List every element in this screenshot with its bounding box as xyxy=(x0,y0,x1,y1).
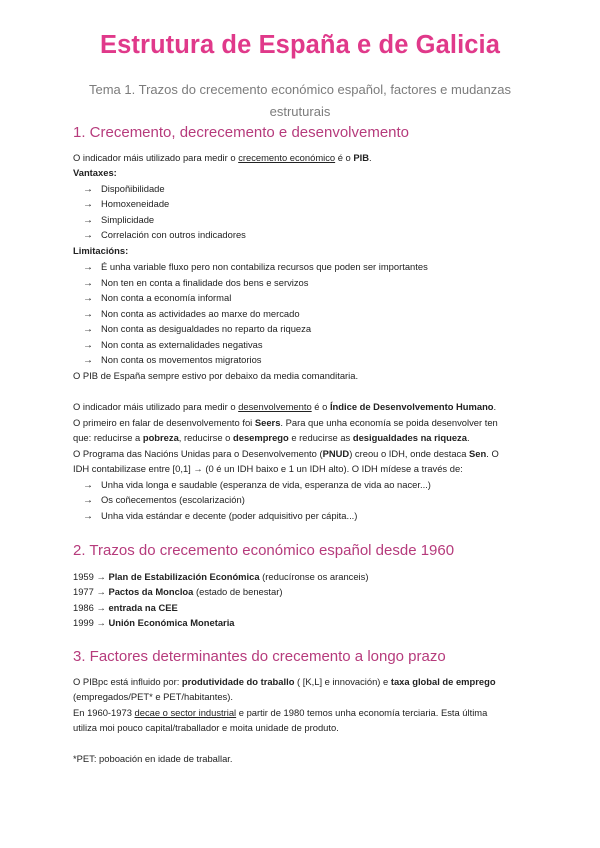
idh-indicator-line: O indicador máis utilizado para medir o desenvolvemento é o Índice de Desenvolvemento Humano. xyxy=(73,401,497,412)
timeline-item: 1986 → entrada na CEE xyxy=(73,602,178,613)
arrow-icon: → xyxy=(83,324,93,335)
arrow-icon: → xyxy=(83,309,93,320)
pet-ratio-line: (empregados/PET* e PET/habitantes). xyxy=(73,691,233,702)
list-item: → Non conta as desigualdades no reparto da riqueza xyxy=(83,323,312,335)
document-subtitle: Tema 1. Trazos do crecemento económico español, factores e mudanzas estruturais xyxy=(89,82,511,119)
list-item: → Simplicidade xyxy=(83,214,155,226)
arrow-icon: → xyxy=(83,293,93,304)
list-item: → Unha vida estándar e decente (poder adquisitivo per cápita...) xyxy=(83,510,358,522)
arrow-icon: → xyxy=(83,199,93,210)
arrow-icon: → xyxy=(83,495,93,506)
timeline-item: 1959 → Plan de Estabilización Económica (reducíronse os aranceis) xyxy=(73,571,369,582)
list-item: → Non conta as actividades ao marxe do mercado xyxy=(83,308,300,320)
section-2-heading: 2. Trazos do crecemento económico español desde 1960 xyxy=(73,542,455,559)
timeline-item: 1999 → Unión Económica Monetaria xyxy=(73,617,235,628)
arrow-icon: → xyxy=(83,480,93,491)
list-item: → Os coñecementos (escolarización) xyxy=(83,494,245,506)
list-item: → É unha variable fluxo pero non contabiliza recursos que poden ser importantes xyxy=(83,261,428,273)
list-item: → Dispoñibilidade xyxy=(83,183,165,195)
pib-indicator-line: O indicador máis utilizado para medir o crecemento económico é o PIB. xyxy=(73,152,372,163)
arrow-icon: → xyxy=(83,340,93,351)
arrow-icon: → xyxy=(83,230,93,241)
list-item: → Non conta a economía informal xyxy=(83,292,232,304)
reduce-line: que: reducirse a pobreza, reducirse o desemprego e reducirse as desigualdades na riqueza. xyxy=(73,432,470,443)
industry-line: En 1960-1973 decae o sector industrial e partir de 1980 temos unha economía terciaria. Esta última xyxy=(73,707,488,718)
pib-spain-line: O PIB de España sempre estivo por debaixo da media comanditaria. xyxy=(73,370,359,381)
list-item: → Non ten en conta a finalidade dos bens e servizos xyxy=(83,277,309,289)
idh-range-line: IDH contabilizase entre [0,1] → (0 é un IDH baixo e 1 un IDH alto). O IDH mídese a través de: xyxy=(73,463,463,474)
list-item: → Unha vida longa e saudable (esperanza de vida, esperanza de vida ao nacer...) xyxy=(83,479,431,491)
tertiary-line: utiliza moi pouco capital/traballador e moita unidade de produto. xyxy=(73,722,339,733)
arrow-icon: → xyxy=(83,511,93,522)
section-1-heading: 1. Crecemento, decrecemento e desenvolvemento xyxy=(73,124,410,141)
limitacions-label: Limitacións: xyxy=(73,245,129,256)
section-3-heading: 3. Factores determinantes do crecemento a longo prazo xyxy=(73,648,446,665)
arrow-icon: → xyxy=(83,215,93,226)
arrow-icon: → xyxy=(83,278,93,289)
list-item: → Homoxeneidade xyxy=(83,198,170,210)
list-item: → Correlación con outros indicadores xyxy=(83,229,246,241)
arrow-icon: → xyxy=(83,184,93,195)
arrow-icon: → xyxy=(83,355,93,366)
timeline-item: 1977 → Pactos da Moncloa (estado de benestar) xyxy=(73,586,283,597)
list-item: → Non conta as externalidades negativas xyxy=(83,339,263,351)
pnud-line: O Programa das Nacións Unidas para o Desenvolvemento (PNUD) creou o IDH, onde destaca Sen. O xyxy=(73,448,499,459)
vantaxes-label: Vantaxes: xyxy=(73,167,117,178)
document-title: Estrutura de España e de Galicia xyxy=(99,31,501,59)
pibpc-line: O PIBpc está influido por: produtividade do traballo ( [K,L] e innovación) e taxa global de emprego xyxy=(73,676,496,687)
arrow-icon: → xyxy=(83,262,93,273)
list-item: → Non conta os movementos migratorios xyxy=(83,354,262,366)
footnote: *PET: poboación en idade de traballar. xyxy=(73,753,233,764)
seers-line: O primeiro en falar de desenvolvemento foi Seers. Para que unha economía se poida desenvolver ten xyxy=(73,417,498,428)
